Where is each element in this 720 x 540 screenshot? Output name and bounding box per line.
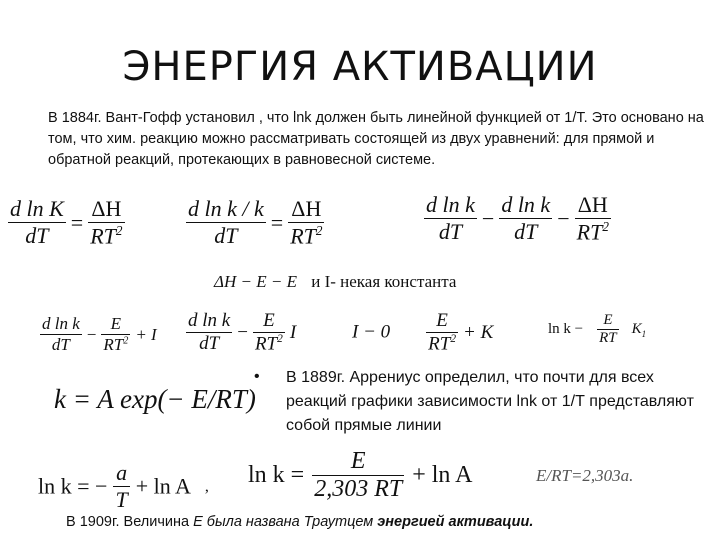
eq8-lhs: ln k −: [548, 321, 584, 337]
eq10-den: T: [115, 487, 128, 512]
eq1-equals: =: [70, 209, 84, 235]
eq3-minus2: −: [557, 205, 570, 231]
eq7-num-b: E: [426, 310, 458, 333]
bullet-text: В 1889г. Аррениус определил, что почти для всех реакций графики зависимости lnk от 1/Т представляют собой прямые линии: [286, 369, 694, 434]
eq6-den-b: $RT^2$: [254, 333, 283, 355]
footer-part-b: E была названа Траутцем: [193, 514, 378, 530]
eq10-lhs: ln k = −: [38, 473, 108, 499]
equation-11: [248, 448, 472, 503]
eq7-text: I − 0: [352, 321, 391, 343]
eq3-term-c-den: $RT^2$: [576, 219, 609, 245]
equation-5: [40, 314, 162, 355]
eq11-lhs: ln k =: [248, 462, 305, 488]
eq2-equals: =: [270, 209, 284, 235]
eq6-num-b: E: [253, 310, 285, 333]
eq5-minus: −: [86, 324, 97, 344]
eq8-tail: $K_1$: [631, 320, 647, 339]
eq6-tail: I: [289, 321, 297, 343]
eq8-num-b: E: [597, 312, 619, 330]
equation-ratio: [186, 196, 324, 249]
eq5-den-a: dT: [51, 335, 70, 354]
eq6-minus: −: [237, 321, 248, 343]
eq5-num-a: d ln k: [42, 314, 80, 333]
eq10-num: a: [113, 460, 129, 487]
equation-arrhenius: k = A exp(− E/RT): [54, 384, 256, 414]
eq2-rhs-numerator: ΔH: [288, 196, 324, 223]
eq10-rhs: + ln A: [135, 473, 191, 499]
bullet-dot: •: [254, 368, 260, 385]
eq1-rhs-denominator: $RT^2$: [90, 223, 123, 249]
eq6-num-a: d ln k: [188, 310, 231, 332]
eq8-den-b: RT: [599, 330, 617, 346]
eq6-den-a: dT: [199, 333, 220, 355]
equation-7: [352, 310, 498, 355]
eq2-denominator: dT: [214, 223, 238, 249]
slide-title: ЭНЕРГИЯ АКТИВАЦИИ: [122, 44, 598, 90]
equation-6: [186, 310, 301, 355]
eq7-den-b: $RT^2$: [428, 333, 457, 355]
equation-10: [38, 460, 209, 513]
eq11-den: 2,303 RT: [314, 476, 403, 502]
eq1-numerator: d ln K: [10, 196, 64, 222]
eq4-lhs: ΔH − E − E: [214, 272, 297, 291]
eq7-plus: + K: [463, 321, 494, 343]
eq3-term-c-num: ΔH: [575, 192, 611, 219]
eq11-num: E: [312, 448, 404, 476]
eq3-term-b-num: d ln k: [501, 192, 551, 218]
equation-difference: [424, 192, 611, 245]
eq2-rhs-denominator: $RT^2$: [290, 223, 323, 249]
equation-constant: [214, 272, 456, 292]
eq11-rhs: + ln A: [412, 462, 473, 488]
eq5-plus: + I: [135, 324, 157, 344]
eq3-minus: −: [481, 205, 495, 231]
eq10-end: ,: [204, 477, 209, 495]
equation-12: E/RT=2,303a.: [536, 466, 634, 485]
eq3-term-a-num: d ln k: [426, 192, 475, 218]
eq3-term-a-den: dT: [438, 219, 463, 245]
eq1-rhs-numerator: ΔH: [88, 196, 124, 223]
footer-part-c: энергией активации.: [377, 514, 534, 530]
eq5-den-b: $RT^2$: [103, 335, 129, 354]
eq1-denominator: dT: [25, 223, 49, 249]
eq2-numerator: d ln k / k: [188, 196, 264, 222]
equation-8: [548, 312, 651, 347]
eq4-tail: и I- некая константа: [311, 272, 457, 291]
intro-paragraph: В 1884г. Вант-Гофф установил , что lnk должен быть линейной функцией от 1/Т. Это основано на том, что хим. реакцию можно рассматривать состоящей из двух уравнений: для прямой и обратной реакций, протекающих в равновесной системе.: [48, 110, 704, 168]
eq3-term-b-den: dT: [514, 219, 538, 245]
equation-vant-hoff: [8, 196, 125, 249]
footer-part-a: В 1909г. Величина: [66, 514, 194, 530]
footer-text: [66, 514, 533, 530]
eq5-num-b: E: [101, 314, 130, 335]
